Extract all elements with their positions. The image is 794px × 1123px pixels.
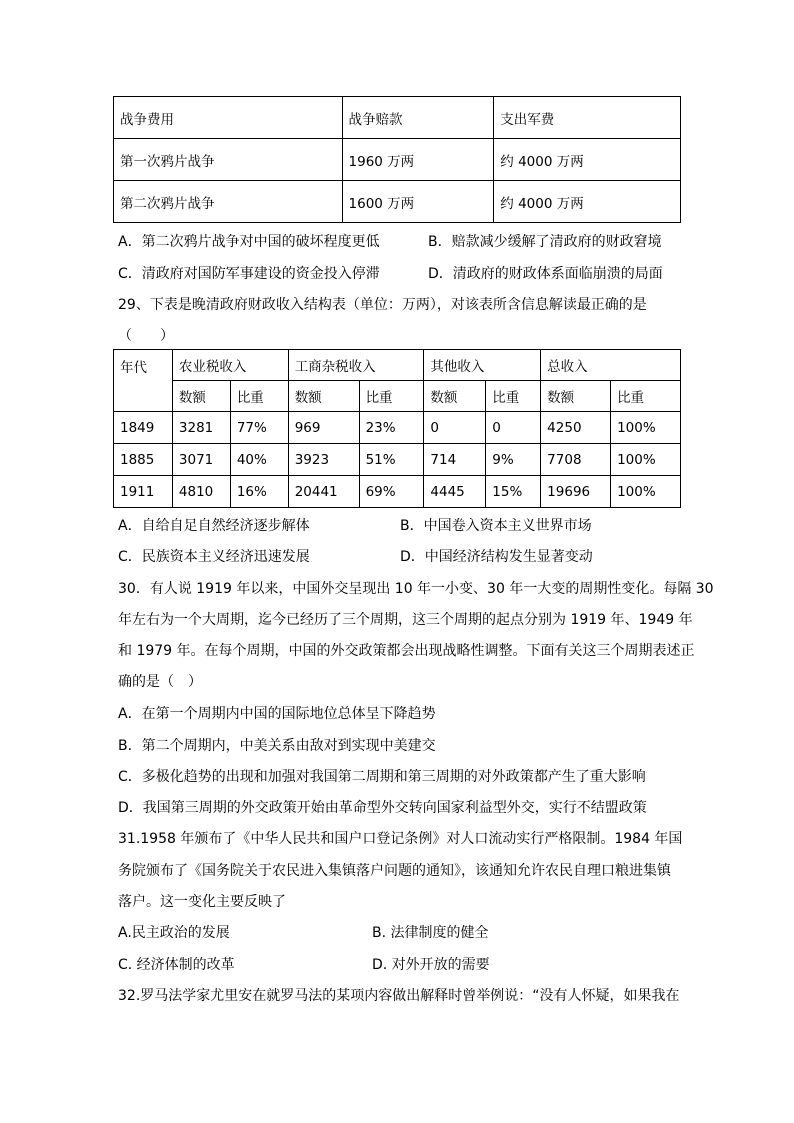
q32-stem-line1: 32.罗马法学家尤里安在就罗马法的某项内容做出解释时曾举例说：“没有人怀疑，如果我在 <box>118 988 680 1004</box>
table-cell: 51% <box>359 444 424 476</box>
finance-table <box>113 349 681 508</box>
q28-option-a: A．第二次鸦片战争对中国的破坏程度更低 <box>118 234 380 250</box>
table-cell: 40% <box>230 444 288 476</box>
table-header-row <box>114 350 681 381</box>
q31-option-b: B. 法律制度的健全 <box>372 925 489 941</box>
table-cell: 23% <box>359 412 424 444</box>
table-subheader-cell: 比重 <box>486 381 541 412</box>
q28-option-d: D．清政府的财政体系面临崩溃的局面 <box>428 266 663 282</box>
q31-stem-line2: 务院颁布了《国务院关于农民进入集镇落户问题的通知》，该通知允许农民自理口粮进集镇 <box>118 863 671 879</box>
table-cell: 1911 <box>114 476 173 508</box>
table-cell: 3281 <box>172 412 230 444</box>
table-cell: 约 4000 万两 <box>494 181 681 223</box>
q30-stem-line2: 年左右为一个大周期，迄今已经历了三个周期，这三个周期的起点分别为 1919 年、1949 年 <box>118 612 693 628</box>
table-subheader-cell: 数额 <box>424 381 486 412</box>
table-cell: 1885 <box>114 444 173 476</box>
q31-stem-line1: 31.1958 年颁布了《中华人民共和国户口登记条例》对人口流动实行严格限制。1984 年国 <box>118 831 683 847</box>
table-header-cell: 总收入 <box>541 350 681 381</box>
table-cell: 0 <box>486 412 541 444</box>
table-header-cell: 支出军费 <box>494 97 681 139</box>
table-cell: 4810 <box>172 476 230 508</box>
q30-option-a: A．在第一个周期内中国的国际地位总体呈下降趋势 <box>118 706 436 722</box>
table-row <box>114 412 681 444</box>
table-cell: 100% <box>611 412 681 444</box>
table-cell: 4445 <box>424 476 486 508</box>
table-subheader-cell: 数额 <box>541 381 611 412</box>
table-cell: 第一次鸦片战争 <box>114 139 343 181</box>
table-cell: 3923 <box>288 444 359 476</box>
table-header-cell: 农业税收入 <box>172 350 288 381</box>
table-header-row <box>114 97 681 139</box>
q29-option-b: B．中国卷入资本主义世界市场 <box>400 518 592 534</box>
q30-option-c: C．多极化趋势的出现和加强对我国第二周期和第三周期的对外政策都产生了重大影响 <box>118 769 646 785</box>
q29-stem-line2: （ ） <box>118 328 174 344</box>
q31-option-d: D. 对外开放的需要 <box>372 957 490 973</box>
table-cell: 第二次鸦片战争 <box>114 181 343 223</box>
table-subheader-row <box>114 381 681 412</box>
table-cell: 0 <box>424 412 486 444</box>
table-header-cell: 其他收入 <box>424 350 541 381</box>
table-cell: 1600 万两 <box>342 181 494 223</box>
table-subheader-cell: 数额 <box>172 381 230 412</box>
table-row <box>114 476 681 508</box>
table-cell: 77% <box>230 412 288 444</box>
table-cell: 100% <box>611 476 681 508</box>
q29-stem-line1: 29、下表是晚清政府财政收入结构表（单位：万两），对该表所含信息解读最正确的是 <box>118 297 647 313</box>
q28-option-b: B．赔款减少缓解了清政府的财政窘境 <box>428 234 662 250</box>
table-cell: 100% <box>611 444 681 476</box>
q30-stem-line1: 30．有人说 1919 年以来，中国外交呈现出 10 年一小变、30 年一大变的周期性变化。每隔 30 <box>118 581 714 597</box>
table-row <box>114 444 681 476</box>
table-subheader-cell: 比重 <box>230 381 288 412</box>
q29-option-a: A．自给自足自然经济逐步解体 <box>118 518 310 534</box>
table-subheader-cell: 比重 <box>359 381 424 412</box>
q29-option-c: C．民族资本主义经济迅速发展 <box>118 549 310 565</box>
table-header-cell: 工商杂税收入 <box>288 350 424 381</box>
table-cell: 20441 <box>288 476 359 508</box>
war-cost-table <box>113 96 681 223</box>
table-cell: 9% <box>486 444 541 476</box>
table-cell: 1960 万两 <box>342 139 494 181</box>
q30-stem-line4: 确的是（ ） <box>118 674 202 690</box>
q31-option-c: C. 经济体制的改革 <box>118 957 235 973</box>
table-row <box>114 181 681 223</box>
q31-stem-line3: 落户。这一变化主要反映了 <box>118 894 286 910</box>
table-cell: 969 <box>288 412 359 444</box>
table-cell: 15% <box>486 476 541 508</box>
table-cell: 69% <box>359 476 424 508</box>
q28-option-c: C．清政府对国防军事建设的资金投入停滞 <box>118 266 380 282</box>
table-cell: 4250 <box>541 412 611 444</box>
table-cell: 19696 <box>541 476 611 508</box>
table-cell: 7708 <box>541 444 611 476</box>
table-cell: 约 4000 万两 <box>494 139 681 181</box>
table-subheader-cell: 数额 <box>288 381 359 412</box>
table-row <box>114 139 681 181</box>
table-cell: 16% <box>230 476 288 508</box>
table-cell: 714 <box>424 444 486 476</box>
table-header-cell: 年代 <box>114 350 173 412</box>
table-cell: 3071 <box>172 444 230 476</box>
q30-stem-line3: 和 1979 年。在每个周期，中国的外交政策都会出现战略性调整。下面有关这三个周期表述正 <box>118 643 695 659</box>
table-header-cell: 战争赔款 <box>342 97 494 139</box>
q30-option-d: D．我国第三周期的外交政策开始由革命型外交转向国家利益型外交，实行不结盟政策 <box>118 800 647 816</box>
table-header-cell: 战争费用 <box>114 97 343 139</box>
q30-option-b: B．第二个周期内，中美关系由敌对到实现中美建交 <box>118 738 436 754</box>
q31-option-a: A.民主政治的发展 <box>118 925 230 941</box>
table-subheader-cell: 比重 <box>611 381 681 412</box>
table-cell: 1849 <box>114 412 173 444</box>
q29-option-d: D．中国经济结构发生显著变动 <box>400 549 593 565</box>
